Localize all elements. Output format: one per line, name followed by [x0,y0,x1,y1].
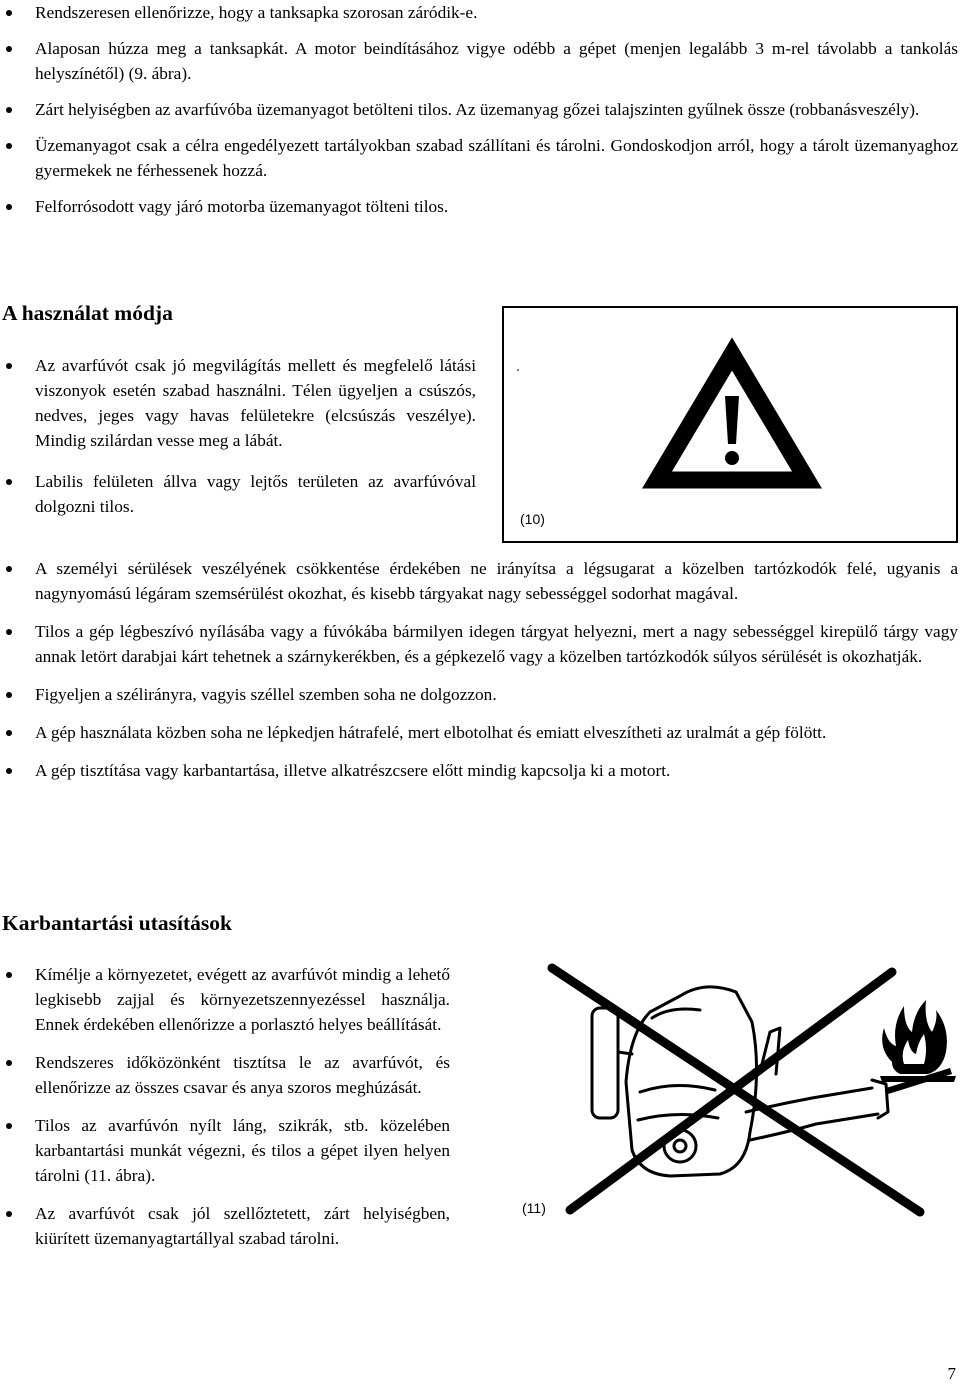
list-item: Tilos a gép légbeszívó nyílásába vagy a fúvókába bármilyen idegen tárgyat helyezni, mert a nagy sebességgel kirepülő tárgy vagy annak letört darabjai kárt tehetnek a szárnykerékben, és a gépkezelő vagy a közelben tartózkodók súlyos sérülését is okozhatják. [2,619,958,669]
list-item: Labilis felületen állva vagy lejtős területen az avarfúvóval dolgozni tilos. [2,469,476,519]
list-item: Figyeljen a szélirányra, vagyis széllel szemben soha ne dolgozzon. [2,682,958,707]
list-item: Az avarfúvót csak jól szellőztetett, zárt helyiségben, kiürített üzemanyagtartállyal szabad tárolni. [2,1201,450,1251]
list-item: Üzemanyagot csak a célra engedélyezett tartályokban szabad szállítani és tárolni. Gondoskodjon arról, hogy a tárolt üzemanyaghoz gyermekek ne férhessenek hozzá. [2,133,958,183]
list-item: Kímélje a környezetet, evégett az avarfúvót mindig a lehető legkisebb zajjal és környezetszennyezéssel használja. Ennek érdekében ellenőrizze a porlasztó helyes beállítását. [2,962,450,1037]
usage-side-list [2,353,476,519]
list-item: Tilos az avarfúvón nyílt láng, szikrák, stb. közelében karbantartási munkát végezni, és tilos a gépet ilyen helyen tárolni (11. ábra). [2,1113,450,1188]
page-number: 7 [947,1364,956,1383]
list-item: Rendszeresen ellenőrizze, hogy a tanksapka szorosan záródik-e. [2,0,958,25]
list-item: Felforrósodott vagy járó motorba üzemanyagot tölteni tilos. [2,194,958,219]
warning-figure [502,306,958,543]
maintenance-list [2,962,450,1251]
figure-label: (11) [522,1200,546,1216]
list-item: Alaposan húzza meg a tanksapkát. A motor beindításához vigye odébb a gépet (menjen legalább 3 m-rel távolabb a tankolás helyszínétől) (9. ábra). [2,36,958,86]
usage-heading: A használat módja [2,301,173,325]
fuel-safety-list [2,0,958,219]
usage-list [2,556,958,783]
list-item: Rendszeres időközönként tisztítsa le az avarfúvót, és ellenőrizze az összes csavar és anya szoros meghúzását. [2,1050,450,1100]
no-open-flame-figure [500,962,958,1224]
list-item: A gép használata közben soha ne lépkedjen hátrafelé, mert elbotolhat és emiatt elveszítheti az uralmát a gép fölött. [2,720,958,745]
warning-triangle-icon [504,308,956,541]
no-fire-near-blower-icon [500,962,958,1224]
list-item: A személyi sérülések veszélyének csökkentése érdekében ne irányítsa a légsugarat a közelben tartózkodók felé, ugyanis a nagynyomású légáram szemsérülést okozhat, és kisebb tárgyakat nagy sebességgel sodorhat magával. [2,556,958,606]
list-item: A gép tisztítása vagy karbantartása, illetve alkatrészcsere előtt mindig kapcsolja ki a motort. [2,758,958,783]
maintenance-heading: Karbantartási utasítások [2,911,232,935]
figure-label: (10) [520,511,545,527]
list-item: Zárt helyiségben az avarfúvóba üzemanyagot betölteni tilos. Az üzemanyag gőzei talajszinten gyűlnek össze (robbanásveszély). [2,97,958,122]
list-item: Az avarfúvót csak jó megvilágítás mellett és megfelelő látási viszonyok esetén szabad használni. Télen ügyeljen a csúszós, nedves, jeges vagy havas felületekre (elcsúszás veszélye). Mindig szilárdan vesse meg a lábát. [2,353,476,453]
